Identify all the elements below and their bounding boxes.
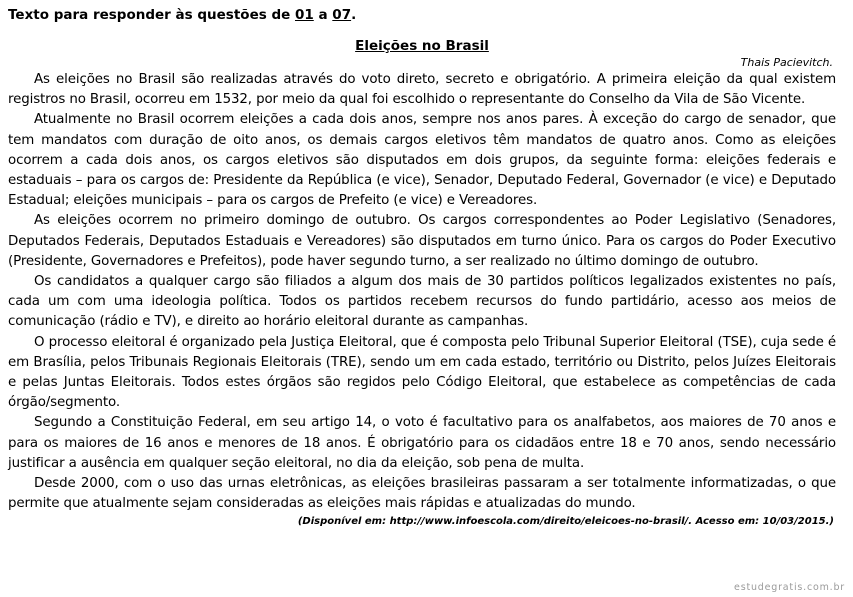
paragraph-4: Os candidatos a qualquer cargo são filiados a algum dos mais de 30 partidos políticos legalizados existentes no país, cada um com uma ideologia política. Todos os partidos recebem recursos do fundo partidário, acesso aos meios de comunicação (rádio e TV), e direito ao horário eleitoral durante as campanhas. [8, 274, 836, 330]
header-question-to: 07 [332, 7, 352, 23]
paragraph-7: Desde 2000, com o uso das urnas eletrônicas, as eleições brasileiras passaram a ser totalmente informatizadas, o que permite que atualmente sejam consideradas as eleições mais rápidas e atualizadas do mundo. [8, 476, 836, 512]
paragraph-5: O processo eleitoral é organizado pela Justiça Eleitoral, que é composta pelo Tribunal Superior Eleitoral (TSE), cuja sede é em Brasília, pelos Tribunais Regionais Eleitorais (TRE), sendo um em cada estado, território ou Distrito, pelos Juízes Eleitorais e pelas Juntas Eleitorais. Todos estes órgãos são regidos pelo Código Eleitoral, que estabelece as competências de cada órgão/segmento. [8, 334, 836, 411]
document-page [8, 0, 836, 528]
header-middle: a [313, 7, 333, 23]
article-title: Eleições no Brasil [355, 38, 489, 54]
header-question-from: 01 [294, 7, 314, 23]
header-suffix: . [351, 7, 357, 23]
source-citation: (Disponível em: http://www.infoescola.com/direito/eleicoes-no-brasil/. Acesso em: 10/03/2015.) [297, 516, 834, 528]
paragraph-1: As eleições no Brasil são realizadas através do voto direto, secreto e obrigatório. A primeira eleição da qual existem registros no Brasil, ocorreu em 1532, por meio da qual foi escolhido o representante do Conselho da Vila de São Vicente. [8, 72, 836, 108]
article-author: Thais Pacievitch. [740, 56, 833, 69]
paragraph-6: Segundo a Constituição Federal, em seu artigo 14, o voto é facultativo para os analfabetos, aos maiores de 70 anos e para os maiores de 16 anos e menores de 18 anos. É obrigatório para os cidadãos entre 18 e 70 anos, sendo necessário justificar a ausência em qualquer seção eleitoral, no dia da eleição, sob pena de multa. [8, 415, 836, 471]
watermark: estudegratis.com.br [734, 582, 845, 593]
header-prefix: Texto para responder às questões de [8, 7, 295, 23]
article-body [8, 70, 836, 514]
instruction-header [8, 6, 836, 24]
paragraph-3: As eleições ocorrem no primeiro domingo de outubro. Os cargos correspondentes ao Poder Legislativo (Senadores, Deputados Federais, Deputados Estaduais e Vereadores) são disputados em turno único. Para os cargos do Poder Executivo (Presidente, Governadores e Prefeitos), pode haver segundo turno, a ser realizado no último domingo de outubro. [8, 213, 836, 269]
paragraph-2: Atualmente no Brasil ocorrem eleições a cada dois anos, sempre nos anos pares. À exceção do cargo de senador, que tem mandatos com duração de oito anos, os demais cargos eletivos têm mandatos de quatro anos. Como as eleições ocorrem a cada dois anos, os cargos eletivos são disputados em dois grupos, da seguinte forma: eleições federais e estaduais – para os cargos de: Presidente da República (e vice), Senador, Deputado Federal, Governador (e vice) e Deputado Estadual; eleições municipais – para os cargos de Prefeito (e vice) e Vereadores. [8, 112, 836, 209]
